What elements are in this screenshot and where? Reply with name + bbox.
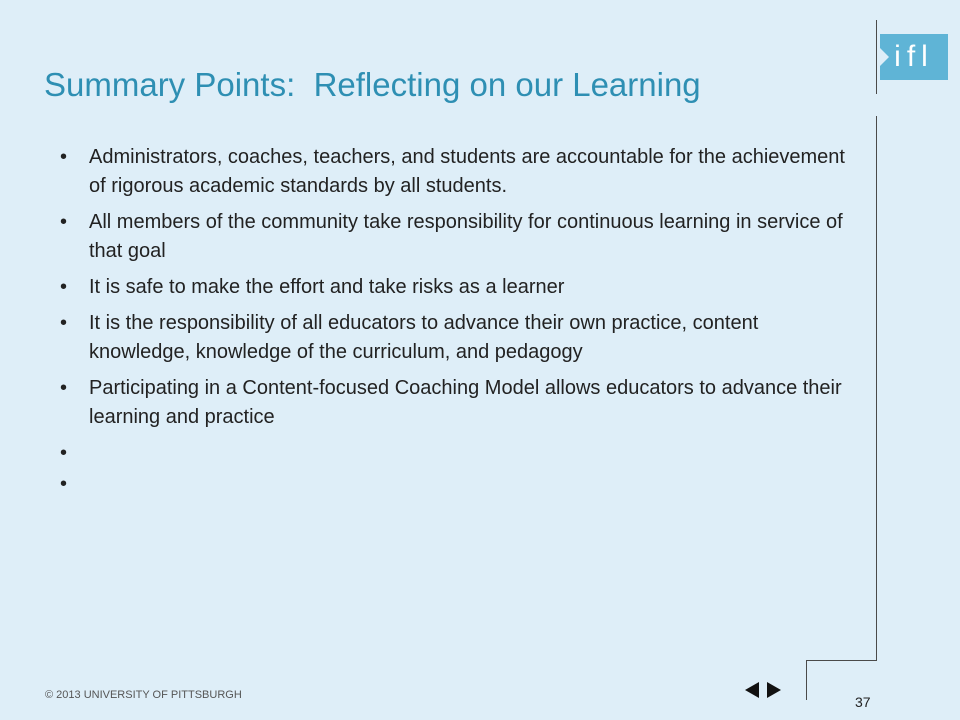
bullet-dot: •: [60, 377, 68, 399]
frame-line-right: [876, 116, 877, 660]
bullet-item: [60, 143, 860, 201]
bullet-text: It is safe to make the effort and take risks as a learner: [89, 276, 565, 298]
bullet-dot: •: [60, 312, 68, 334]
bullet-dot: •: [60, 211, 68, 233]
bullet-list: [60, 143, 860, 501]
bullet-item: [60, 273, 860, 302]
bullet-dot: •: [60, 473, 68, 495]
bullet-text: Participating in a Content-focused Coaching Model allows educators to advance their learning and practice: [89, 377, 842, 428]
bullet-text: It is the responsibility of all educators to advance their own practice, content knowledge, knowledge of the curriculum, and pedagogy: [89, 312, 759, 363]
bullet-item: [60, 309, 860, 367]
bullet-item: [60, 374, 860, 432]
bullet-dot: •: [60, 442, 68, 464]
slide-title: Summary Points: Reflecting on our Learning: [44, 66, 701, 103]
frame-line-top: [876, 20, 877, 94]
page-number: 37: [855, 694, 871, 710]
bullet-item-empty: [60, 439, 860, 468]
frame-line-bottom-vertical: [806, 660, 807, 700]
triangle-left-icon[interactable]: [745, 682, 759, 698]
bullet-item-empty: [60, 470, 860, 499]
bullet-text: Administrators, coaches, teachers, and students are accountable for the achievement of rigorous academic standards by all students.: [89, 146, 845, 197]
copyright-footer: © 2013 UNIVERSITY OF PITTSBURGH: [45, 689, 242, 701]
bullet-item: [60, 208, 860, 266]
logo-notch: [880, 48, 889, 66]
triangle-right-icon[interactable]: [767, 682, 781, 698]
bullet-dot: •: [60, 276, 68, 298]
ifl-logo: ifl: [880, 34, 948, 80]
bullet-text: All members of the community take responsibility for continuous learning in service of that goal: [89, 211, 843, 262]
bullet-dot: •: [60, 146, 68, 168]
frame-line-bottom: [806, 660, 877, 661]
